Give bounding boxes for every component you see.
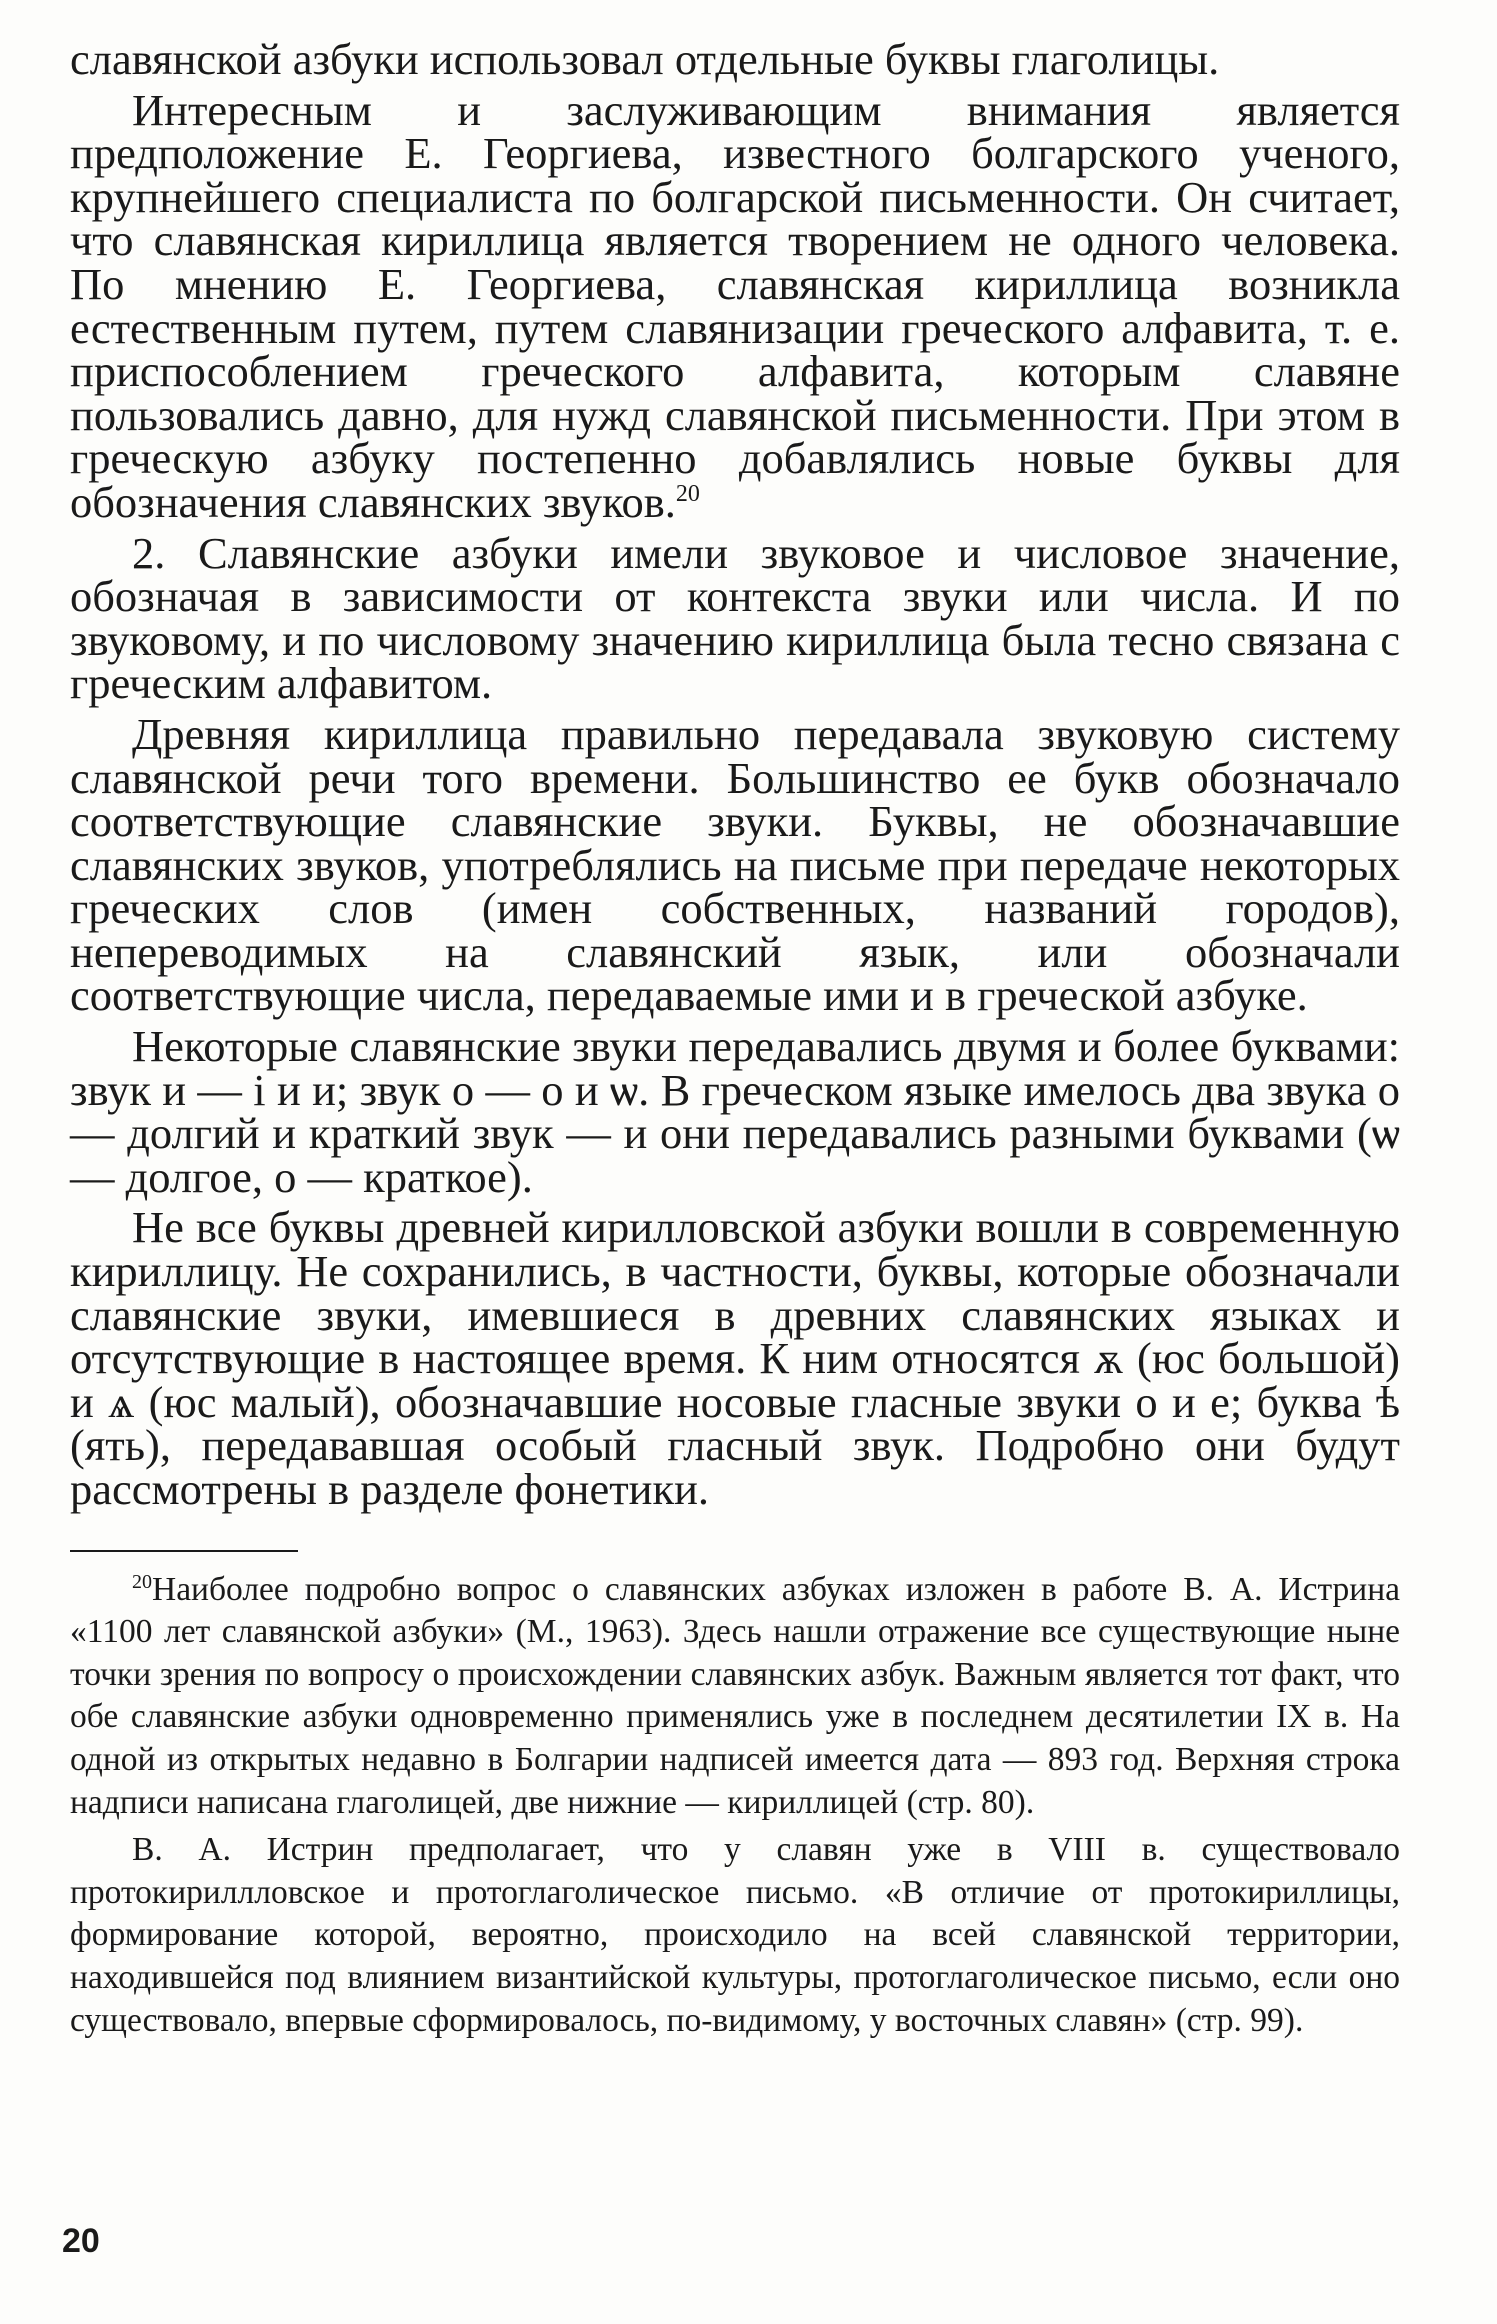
footnote-number: 20 bbox=[132, 1570, 152, 1593]
paragraph-2 bbox=[70, 84, 1400, 527]
paragraph-4: Древняя кириллица правильно передавала звуковую систему славянской речи того времени. Большинство ее букв обозначало соответствующие славянские звуки. Буквы, не обозначавшие славянских звуков, употреблялись на письме при передаче некоторых греческих слов (имен собственных, названий городов), непереводимых на славянский язык, или обозначали соответствующие числа, передаваемые ими и в греческой азбуке. bbox=[70, 708, 1400, 1021]
paragraph-3: 2. Славянские азбуки имели звуковое и числовое значение, обозначая в зависимости от контекста звуки или числа. И по звуковому, и по числовому значению кириллица была тесно связана с греческим алфавитом. bbox=[70, 527, 1400, 709]
book-page bbox=[70, 34, 1400, 2042]
paragraph-6: Не все буквы древней кирилловской азбуки вошли в современную кириллицу. Не сохранились, в частности, буквы, которые обозначали славянские звуки, имевшиеся в древних славянских языках и отсутствующие в настоящее время. К ним относятся ѫ (юс большой) и ѧ (юс малый), обозначавшие носовые гласные звуки о и е; буква ѣ (ять), передававшая особый гласный звук. Подробно они будут рассмотрены в разделе фонетики. bbox=[70, 1202, 1400, 1514]
main-text bbox=[70, 34, 1400, 1514]
page-number: 20 bbox=[62, 2222, 100, 2260]
footnotes bbox=[70, 1569, 1400, 2043]
footnote-20 bbox=[70, 1569, 1400, 1825]
paragraph-2-text: Интересным и заслуживающим внимания является предположение Е. Георгиева, известного болгарского ученого, крупнейшего специалиста по болгарской письменности. Он считает, что славянская кириллица является творением не одного человека. По мнению Е. Георгиева, славянская кириллица возникла естественным путем, путем славянизации греческого алфавита, т. е. приспособлением греческого алфавита, которым славяне пользовались давно, для нужд славянской письменности. При этом в греческую азбуку постепенно добавлялись новые буквы для обозначения славянских звуков. bbox=[70, 84, 1400, 527]
footnote-reference: 20 bbox=[675, 480, 700, 507]
footnote-20-text: Наиболее подробно вопрос о славянских азбуках изложен в работе В. А. Истрина «1100 лет славянской азбуки» (М., 1963). Здесь нашли отражение все существующие ныне точки зрения по вопросу о происхождении славянских азбук. Важным является тот факт, что обе славянские азбуки одновременно применялись уже в последнем десятилетии IX в. На одной из открытых недавно в Болгарии надписей имеется дата — 893 год. Верхняя строка надписи написана глаголицей, две нижние — кириллицей (стр. 80). bbox=[70, 1570, 1400, 1821]
footnote-20-continuation: В. А. Истрин предполагает, что у славян уже в VIII в. существовало протокириллловское и протоглаголическое письмо. «В отличие от протокириллицы, формирование которой, вероятно, происходило на всей славянской территории, находившейся под влиянием византийской культуры, протоглаголическое письмо, если оно существовало, впервые сформировалось, по-видимому, у восточных славян» (стр. 99). bbox=[70, 1831, 1400, 2039]
footnote-divider bbox=[70, 1550, 298, 1552]
paragraph-5: Некоторые славянские звуки передавались двумя и более буквами: звук и — і и и; звук о — о и ѡ. В греческом языке имелось два звука о — долгий и краткий звук — и они передавались разными буквами (ѡ — долгое, о — краткое). bbox=[70, 1021, 1400, 1202]
paragraph-1: славянской азбуки использовал отдельные буквы глаголицы. bbox=[70, 34, 1220, 84]
